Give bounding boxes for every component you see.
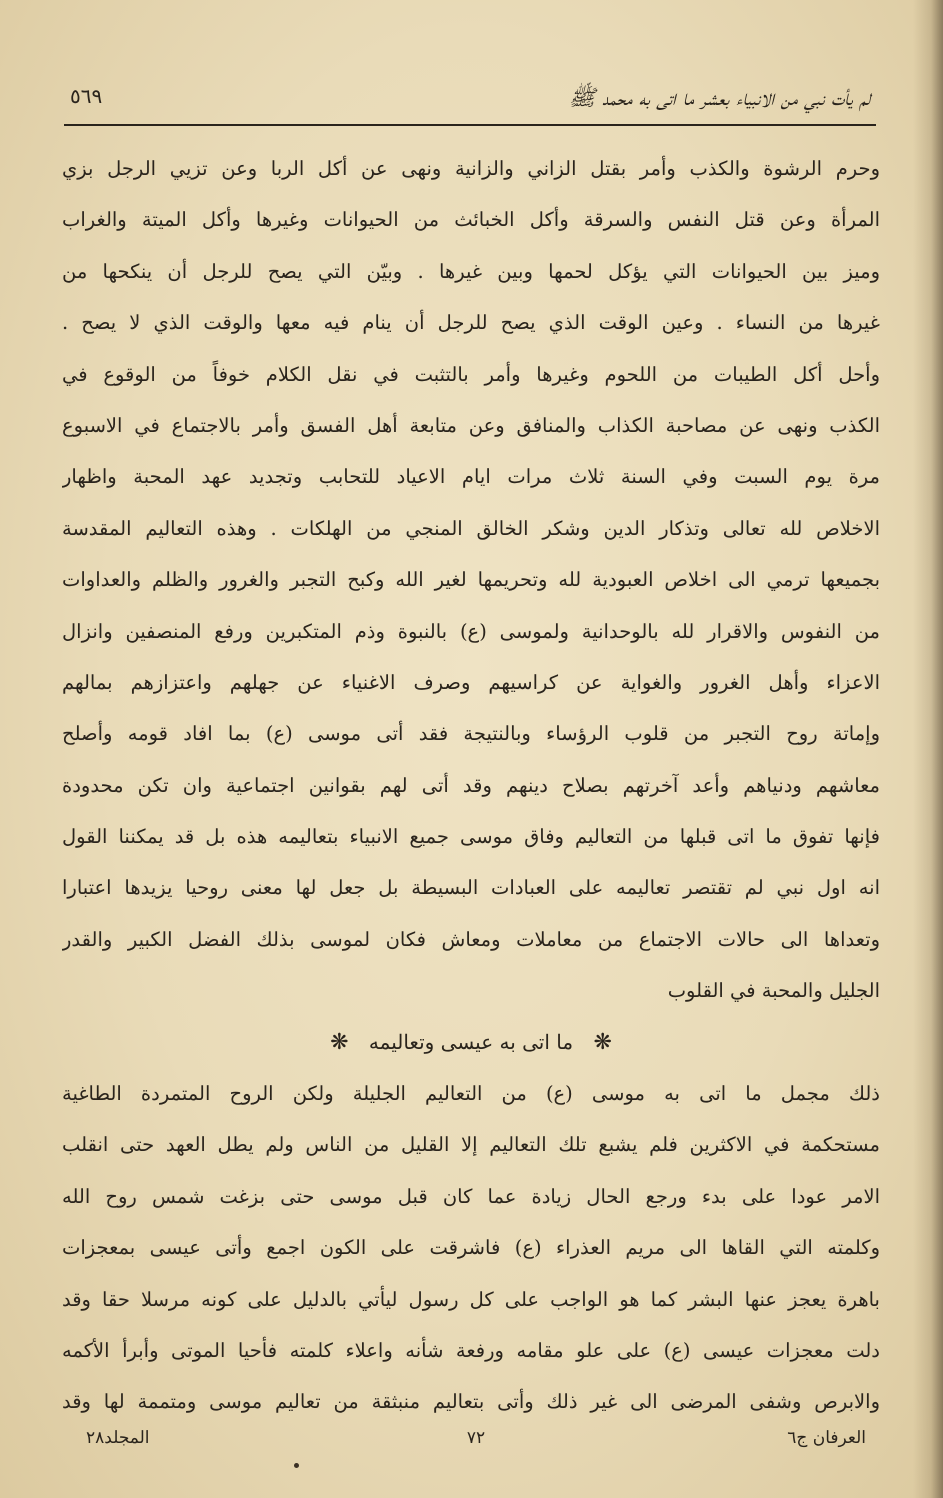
- text-line: الاخلاص لله تعالى وتذكار الدين وشكر الخالق المنجي من الهلكات . وهذه التعاليم المقدسة: [62, 516, 880, 540]
- text-line: الامر عودا على بدء ورجع الحال زيادة عما كان قبل موسى حتى بزغت شمس روح الله: [62, 1184, 880, 1208]
- paragraph-1: [62, 143, 880, 1017]
- text-line: فإنها تفوق ما اتى قبلها من التعاليم وفاق موسى جميع الانبياء بتعاليمه هذه بل قد يمكننا القول: [62, 825, 880, 849]
- volume-label: المجلد٢٨: [86, 1428, 150, 1448]
- text-line: وميز بين الحيوانات التي يؤكل لحمها وبين غيرها . وبيّن التي يصح للرجل أن ينكحها من: [62, 259, 880, 283]
- section-title: ما اتى به عيسى وتعاليمه: [368, 1029, 574, 1054]
- ornament-icon: ❋: [330, 1030, 349, 1056]
- text-line: وحرم الرشوة والكذب وأمر بقتل الزاني والزانية ونهى عن أكل الربا وعن تزيي الرجل بزي: [62, 157, 880, 180]
- text-line: الكذب ونهى عن مصاحبة الكذاب والمنافق وعن متابعة أهل الفسق وأمر بالاجتماع في الاسبوع: [62, 413, 880, 437]
- page-number: ٥٦٩: [70, 84, 103, 108]
- text-line: بجميعها ترمي الى اخلاص العبودية لله وتحريمها لغير الله وكبح التجبر والغرور والظلم والعداوات: [62, 568, 880, 592]
- text-line: الجليل والمحبة في القلوب: [667, 979, 880, 1003]
- text-line: الاعزاء وأهل الغرور والغواية عن كراسيهم وصرف الاغنياء عن جهلهم واعتزازهم بمالهم: [62, 670, 880, 694]
- text-line: مستحكمة في الاكثرين فلم يشبع تلك التعاليم إلا القليل من الناس ولم يطل العهد حتى انقلب: [62, 1133, 880, 1157]
- folio-number: ٧٢: [466, 1428, 486, 1448]
- ornament-icon: ❋: [593, 1030, 612, 1056]
- text-line: معاشهم ودنياهم وأعد آخرتهم بصلاح دينهم وقد أتى لهم بقوانين اجتماعية وان تكن محدودة: [62, 773, 880, 797]
- text-line: دلت معجزات عيسى (ع) على علو مقامه ورفعة شأنه واعلاء كلمته فأحيا الموتى وأبرأ الأكمه: [62, 1338, 880, 1362]
- page-header: [70, 78, 870, 114]
- ink-speck: [294, 1463, 299, 1468]
- text-line: والابرص وشفى المرضى الى غير ذلك وأتى بتعاليم منبثقة من تعاليم موسى ومتممة لها وقد: [62, 1390, 880, 1414]
- journal-label: العرفان ج٦: [787, 1428, 866, 1448]
- text-line: ذلك مجمل ما اتى به موسى (ع) من التعاليم الجليلة ولكن الروح المتمردة الطاغية: [62, 1082, 880, 1106]
- text-line: انه اول نبي لم تقتصر تعاليمه على العبادات البسيطة بل جعل لها معنى روحيا يزيدها اعتبارا: [62, 876, 880, 900]
- header-rule: [64, 124, 876, 126]
- section-heading: [62, 1017, 880, 1068]
- text-line: مرة يوم السبت وفي السنة ثلاث مرات ايام الاعياد للتحابب وتجديد عهد المحبة واظهار: [62, 465, 880, 489]
- text-line: باهرة يعجز عنها البشر كما هو الواجب على كل رسول ليأتي بالدليل على كونه مرسلا حقا وقد: [62, 1287, 880, 1311]
- text-line: غيرها من النساء . وعين الوقت الذي يصح للرجل أن ينام فيه معها والوقت الذي لا يصح .: [62, 311, 880, 335]
- page-footer: [86, 1428, 866, 1458]
- text-line: وتعداها الى حالات الاجتماع من معاملات ومعاش فكان لموسى بذلك الفضل الكبير والقدر: [62, 927, 880, 951]
- text-line: وأحل أكل الطيبات من اللحوم وغيرها وأمر بالتثبت في نقل الكلام خوفاً من الوقوع في: [62, 362, 880, 386]
- text-line: وإماتة روح التجبر من قلوب الرؤساء وبالنتيجة فقد أتى موسى (ع) بما افاد قومه وأصلح: [62, 722, 880, 746]
- running-title: لم يأت نبي من الانبياء بعشر ما اتى به محمد ﷺ: [568, 86, 870, 111]
- text-line: المرأة وعن قتل النفس والسرقة وأكل الخبائث من الحيوانات وغيرها وأكل الميتة والغراب: [62, 208, 880, 232]
- body-text: [62, 143, 880, 1428]
- paragraph-2: [62, 1068, 880, 1428]
- text-line: وكلمته التي القاها الى مريم العذراء (ع) فاشرقت على الكون اجمع وأتى عيسى بمعجزات: [62, 1236, 880, 1260]
- page-edge-shadow: [913, 0, 943, 1498]
- text-line: من النفوس والاقرار لله بالوحدانية ولموسى (ع) بالنبوة وذم المتكبرين ورفع المنصفين وانزال: [62, 619, 880, 643]
